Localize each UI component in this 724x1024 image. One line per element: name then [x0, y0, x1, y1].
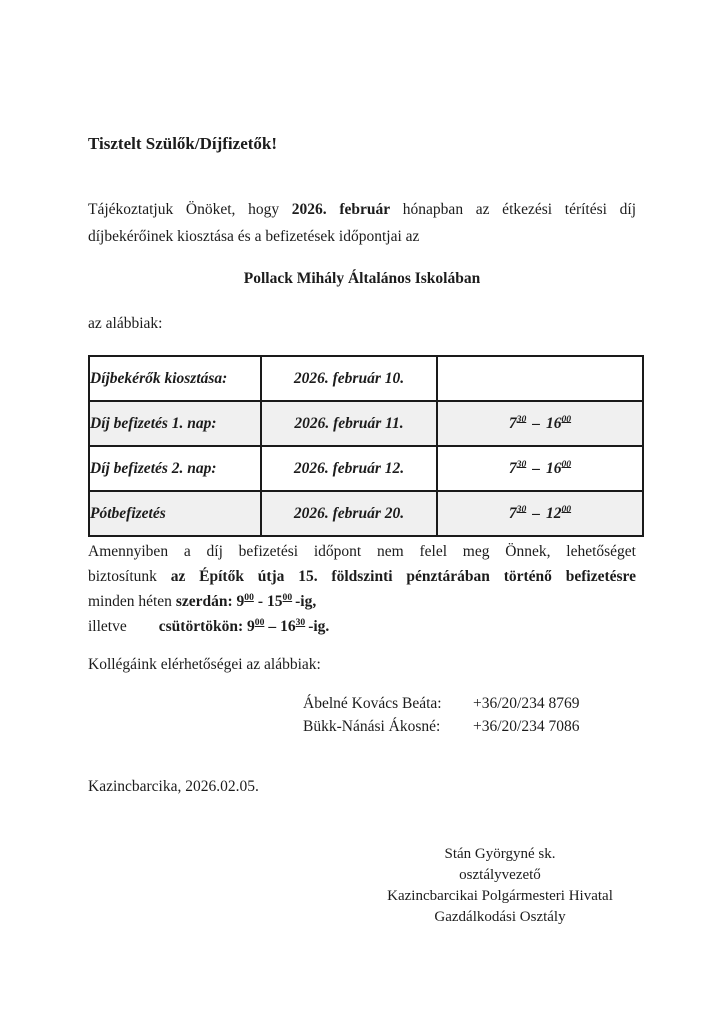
- time-minutes-sup: 30: [516, 458, 527, 470]
- time-minutes-sup: 30: [516, 503, 527, 515]
- note-text: biztosítunk: [88, 568, 171, 585]
- signature-block: [364, 844, 636, 928]
- time-minutes-sup: 30: [516, 413, 527, 425]
- time-minutes-sup: 00: [244, 591, 254, 603]
- note-text: minden héten: [88, 593, 176, 610]
- table-row: [89, 356, 643, 401]
- time-minutes-sup: 00: [561, 458, 572, 470]
- schedule-time-cell: [437, 491, 643, 536]
- intro-bold-month: 2026. február: [291, 201, 391, 218]
- contact-name: Ábelné Kovács Beáta:: [303, 695, 442, 712]
- contacts-list: [303, 692, 636, 738]
- note-line-2: [88, 564, 636, 589]
- contact-phone: +36/20/234 7086: [473, 718, 580, 735]
- time-range: $7^{30} - 12^{00}$: [508, 503, 572, 522]
- time-minutes-sup: 00: [561, 413, 572, 425]
- intro-line-2: díjbekérőinek kiosztása és a befizetések időpontjai az: [88, 228, 420, 245]
- time-minutes-sup: 30: [295, 616, 306, 628]
- signature-name: Stán Györgyné sk.: [444, 846, 556, 862]
- contact-phone: +36/20/234 8769: [473, 695, 580, 712]
- schedule-label-cell: Pótbefizetés: [89, 491, 261, 536]
- schedule-date-cell: 2026. február 12.: [261, 446, 437, 491]
- contacts-heading: Kollégáink elérhetőségei az alábbiak:: [88, 656, 321, 673]
- time-dash: –: [532, 459, 540, 477]
- schedule-label-cell: Díj befizetés 2. nap:: [89, 446, 261, 491]
- schedule-date-cell: 2026. február 11.: [261, 401, 437, 446]
- payment-schedule-table: [88, 355, 644, 537]
- schedule-label-cell: Díj befizetés 1. nap:: [89, 401, 261, 446]
- time-minutes-sup: 00: [254, 616, 265, 628]
- lead-in-text: az alábbiak:: [88, 315, 163, 332]
- note-line-4: [88, 614, 636, 639]
- time-minutes-sup: 00: [282, 591, 293, 603]
- school-name: Pollack Mihály Általános Iskolában: [243, 270, 481, 287]
- time-dash: –: [532, 504, 540, 522]
- time-minutes-sup: 00: [561, 503, 572, 515]
- time-range: $7^{30} - 16^{00}$: [508, 458, 572, 477]
- time-dash: –: [268, 618, 277, 635]
- intro-line-1: [88, 196, 636, 223]
- schedule-time-cell: [437, 401, 643, 446]
- signature-dept: Gazdálkodási Osztály: [434, 909, 566, 925]
- schedule-label-cell: Díjbekérők kiosztása:: [89, 356, 261, 401]
- time-dash: –: [532, 414, 540, 432]
- wednesday-hours: szerdán: $9^{00} - 15^{00}$ -ig,: [175, 591, 317, 610]
- contact-row: [303, 692, 636, 715]
- cashier-note-paragraph: [88, 539, 636, 639]
- intro-text: Tájékoztatjuk Önöket, hogy: [88, 201, 292, 218]
- time-dash: -: [257, 593, 264, 610]
- time-range: $7^{30} - 16^{00}$: [508, 413, 572, 432]
- signature-org: Kazincbarcikai Polgármesteri Hivatal: [387, 888, 613, 904]
- intro-paragraph: [88, 196, 636, 250]
- note-line-3: [88, 589, 636, 614]
- thursday-hours: csütörtökön: $9^{00} - 16^{30}$ -ig.: [158, 616, 330, 635]
- signature-title: osztályvezető: [459, 867, 541, 883]
- contact-row: [303, 715, 636, 738]
- greeting: Tisztelt Szülők/Díjfizetők!: [88, 134, 278, 153]
- schedule-time-cell: [437, 356, 643, 401]
- note-text: illetve: [88, 618, 127, 635]
- table-row: [89, 446, 643, 491]
- schedule-date-cell: 2026. február 10.: [261, 356, 437, 401]
- note-bold-location: az Építők útja 15. földszinti pénztárában történő befizetésre: [170, 568, 637, 585]
- table-row: [89, 401, 643, 446]
- note-line-1: Amennyiben a díj befizetési időpont nem felel meg Önnek, lehetőséget: [88, 543, 636, 560]
- schedule-date-cell: 2026. február 20.: [261, 491, 437, 536]
- contact-name: Bükk-Nánási Ákosné:: [303, 718, 441, 735]
- intro-text: hónapban az étkezési térítési díj: [390, 201, 637, 218]
- schedule-time-cell: [437, 446, 643, 491]
- dateline: Kazincbarcika, 2026.02.05.: [88, 778, 259, 795]
- table-row: [89, 491, 643, 536]
